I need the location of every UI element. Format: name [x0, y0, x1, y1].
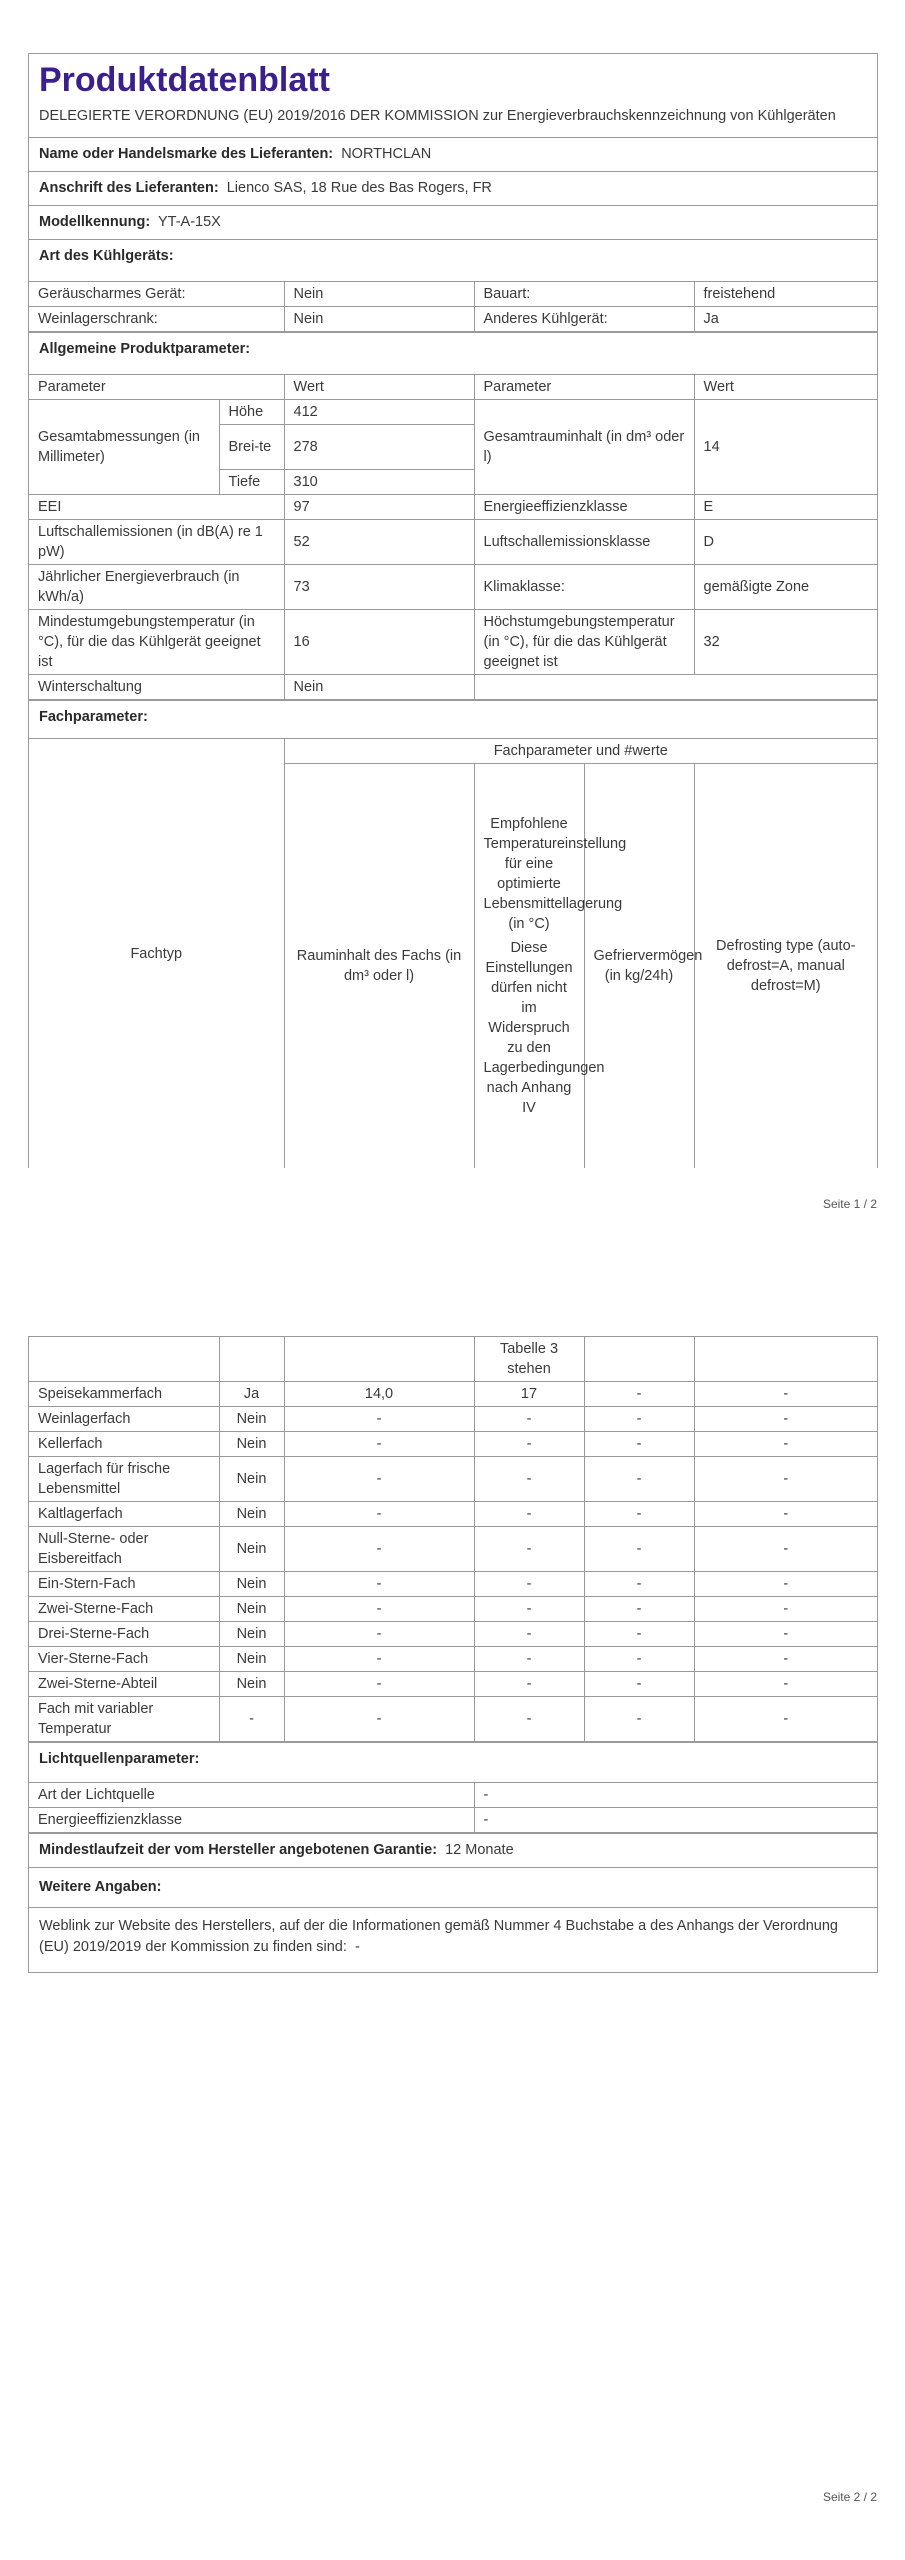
empty-cell: [584, 1337, 694, 1382]
noise-class-value: D: [694, 520, 877, 565]
compartment-present: Nein: [219, 1622, 284, 1647]
compartment-freeze: -: [584, 1672, 694, 1697]
min-temp-value: 16: [284, 610, 474, 675]
table-header-row: [29, 739, 877, 764]
compartment-defrost: -: [694, 1527, 877, 1572]
address-label: Anschrift des Lieferanten:: [39, 180, 219, 196]
light-table: [29, 1782, 877, 1833]
table-row: [29, 307, 877, 332]
table-row: [29, 400, 877, 425]
group-header: Fachparameter und #werte: [284, 739, 877, 764]
model-value: YT-A-15X: [157, 214, 221, 230]
climate-value: gemäßigte Zone: [694, 565, 877, 610]
compartment-temp: -: [474, 1697, 584, 1742]
compartment-volume: -: [284, 1697, 474, 1742]
compartments-table: [29, 1336, 877, 1742]
compartment-defrost: -: [694, 1697, 877, 1742]
compartment-freeze: -: [584, 1432, 694, 1457]
light-heading: Lichtquellenparameter:: [29, 1742, 877, 1782]
table-row: [29, 610, 877, 675]
compartment-defrost: -: [694, 1457, 877, 1502]
compartment-temp: -: [474, 1407, 584, 1432]
compartment-name: Fach mit variabler Temperatur: [29, 1697, 219, 1742]
compartment-freeze: -: [584, 1572, 694, 1597]
appliance-type-table: [29, 281, 877, 332]
compartment-defrost: -: [694, 1572, 877, 1597]
col-header-type: Fachtyp: [29, 739, 284, 1169]
col-header-param: Parameter: [29, 375, 284, 400]
depth-label: Tiefe: [219, 470, 284, 495]
cell-label: Bauart:: [474, 282, 694, 307]
col-header-value: Wert: [284, 375, 474, 400]
table-row: [29, 1502, 877, 1527]
compartment-volume: -: [284, 1457, 474, 1502]
compartment-present: -: [219, 1697, 284, 1742]
compartment-defrost: -: [694, 1407, 877, 1432]
compartment-volume: -: [284, 1622, 474, 1647]
supplier-label: Name oder Handelsmarke des Lieferanten:: [39, 146, 334, 162]
col-header-temp-c: Tabelle 3 stehen: [474, 1337, 584, 1382]
compartments-header-table: [29, 738, 877, 1168]
table-row: [29, 1622, 877, 1647]
table-row: [29, 520, 877, 565]
compartment-volume: -: [284, 1597, 474, 1622]
noise-value: 52: [284, 520, 474, 565]
table-row: [29, 1597, 877, 1622]
compartment-name: Kellerfach: [29, 1432, 219, 1457]
climate-label: Klimaklasse:: [474, 565, 694, 610]
max-temp-label: Höchstumgebungstemperatur (in °C), für die das Kühlgerät geeignet ist: [474, 610, 694, 675]
address-value: Lienco SAS, 18 Rue des Bas Rogers, FR: [226, 180, 492, 196]
compartment-temp: -: [474, 1672, 584, 1697]
max-temp-value: 32: [694, 610, 877, 675]
compartment-defrost: -: [694, 1432, 877, 1457]
compartment-temp: -: [474, 1597, 584, 1622]
table-row: [29, 1647, 877, 1672]
table-row: [29, 1697, 877, 1742]
winter-label: Winterschaltung: [29, 675, 284, 700]
general-params-heading: Allgemeine Produktparameter:: [29, 332, 877, 374]
compartment-temp: -: [474, 1527, 584, 1572]
model-label: Modellkennung:: [39, 214, 151, 230]
general-params-table: [29, 374, 877, 700]
cell-label: Geräuscharmes Gerät:: [29, 282, 284, 307]
compartment-volume: 14,0: [284, 1382, 474, 1407]
warranty-row: [29, 1833, 877, 1867]
compartment-volume: -: [284, 1527, 474, 1572]
col-header-freeze: Gefriervermögen (in kg/24h): [584, 764, 694, 1169]
compartment-name: Ein-Stern-Fach: [29, 1572, 219, 1597]
page-2: [0, 1280, 905, 2560]
energy-value: 73: [284, 565, 474, 610]
light-type-value: -: [474, 1783, 877, 1808]
compartment-freeze: -: [584, 1382, 694, 1407]
compartment-freeze: -: [584, 1502, 694, 1527]
eclass-value: E: [694, 495, 877, 520]
compartment-name: Weinlagerfach: [29, 1407, 219, 1432]
further-row: [29, 1907, 877, 1972]
compartment-temp: -: [474, 1572, 584, 1597]
dims-label: Gesamtabmessungen (in Millimeter): [29, 400, 219, 495]
compartment-volume: -: [284, 1672, 474, 1697]
compartment-name: Lagerfach für frische Lebensmittel: [29, 1457, 219, 1502]
col-header-temp: [474, 764, 627, 1169]
compartment-present: Nein: [219, 1527, 284, 1572]
width-label: Brei-te: [219, 425, 284, 470]
compartment-freeze: -: [584, 1697, 694, 1742]
further-value: -: [354, 1939, 360, 1955]
compartment-name: Zwei-Sterne-Fach: [29, 1597, 219, 1622]
cell-value: freistehend: [694, 282, 877, 307]
table-row: [29, 1572, 877, 1597]
compartment-freeze: -: [584, 1647, 694, 1672]
compartment-present: Nein: [219, 1597, 284, 1622]
compartment-present: Nein: [219, 1432, 284, 1457]
min-temp-label: Mindestumgebungstemperatur (in °C), für die das Kühlgerät geeignet ist: [29, 610, 284, 675]
height-value: 412: [284, 400, 474, 425]
compartment-defrost: -: [694, 1622, 877, 1647]
table-row: [29, 565, 877, 610]
regulation-text: DELEGIERTE VERORDNUNG (EU) 2019/2016 DER KOMMISSION zur Energieverbrauchskennzeichnung von Kühlgeräten: [39, 108, 836, 124]
col-header-temp-b: Diese Einstellungen dürfen nicht im Widerspruch zu den Lagerbedingungen nach Anhang IV: [483, 940, 605, 1116]
energy-label: Jährlicher Energieverbrauch (in kWh/a): [29, 565, 284, 610]
compartment-defrost: -: [694, 1502, 877, 1527]
compartment-defrost: -: [694, 1382, 877, 1407]
light-class-value: -: [474, 1808, 877, 1833]
volume-label: Gesamtrauminhalt (in dm³ oder l): [474, 400, 694, 495]
table-row: [29, 1432, 877, 1457]
compartment-name: Null-Sterne- oder Eisbereitfach: [29, 1527, 219, 1572]
height-label: Höhe: [219, 400, 284, 425]
empty-cell: [29, 1337, 219, 1382]
width-value: 278: [284, 425, 474, 470]
table-header-row-continued: [29, 1337, 877, 1382]
compartment-temp: -: [474, 1502, 584, 1527]
col-header-value: Wert: [694, 375, 877, 400]
cell-label: Anderes Kühlgerät:: [474, 307, 694, 332]
compartment-volume: -: [284, 1432, 474, 1457]
table-row: [29, 495, 877, 520]
compartment-name: Drei-Sterne-Fach: [29, 1622, 219, 1647]
table-row: [29, 1808, 877, 1833]
compartment-temp: -: [474, 1432, 584, 1457]
compartment-volume: -: [284, 1647, 474, 1672]
supplier-row: [29, 137, 877, 171]
compartment-freeze: -: [584, 1622, 694, 1647]
compartment-name: Speisekammerfach: [29, 1382, 219, 1407]
eei-label: EEI: [29, 495, 284, 520]
compartment-defrost: -: [694, 1672, 877, 1697]
compartments-heading: Fachparameter:: [29, 700, 877, 738]
compartment-present: Ja: [219, 1382, 284, 1407]
empty-cell: [284, 1337, 474, 1382]
table-header-row: [29, 375, 877, 400]
cell-value: Ja: [694, 307, 877, 332]
cell-value: Nein: [284, 307, 474, 332]
table-row: [29, 1457, 877, 1502]
table-row: [29, 1527, 877, 1572]
address-row: [29, 171, 877, 205]
supplier-value: NORTHCLAN: [341, 146, 432, 162]
light-class-label: Energieeffizienzklasse: [29, 1808, 474, 1833]
table-row: [29, 1382, 877, 1407]
table-row: [29, 1783, 877, 1808]
compartment-volume: -: [284, 1502, 474, 1527]
compartment-freeze: -: [584, 1457, 694, 1502]
light-type-label: Art der Lichtquelle: [29, 1783, 474, 1808]
cell-label: Weinlagerschrank:: [29, 307, 284, 332]
further-text: Weblink zur Website des Herstellers, auf der die Informationen gemäß Nummer 4 Buchstabe a des Anhangs der Verordnung (EU) 2019/2019 der Kommission zu finden sind:: [39, 1918, 839, 1955]
compartment-freeze: -: [584, 1407, 694, 1432]
page-number: Seite 2 / 2: [822, 2490, 877, 2504]
table-row: [29, 1672, 877, 1697]
datasheet-frame-continued: [28, 1336, 878, 1973]
depth-value: 310: [284, 470, 474, 495]
compartment-defrost: -: [694, 1647, 877, 1672]
compartment-volume: -: [284, 1407, 474, 1432]
compartment-present: Nein: [219, 1572, 284, 1597]
noise-class-label: Luftschallemissionsklasse: [474, 520, 694, 565]
table-row: [29, 282, 877, 307]
compartment-temp: -: [474, 1647, 584, 1672]
table-row: [29, 675, 877, 700]
col-header-temp-a: Empfohlene Temperatureinstellung für eine optimierte Lebensmittellagerung (in °C): [483, 816, 627, 932]
compartment-present: Nein: [219, 1502, 284, 1527]
col-header-defrost: Defrosting type (auto-defrost=A, manual defrost=M): [694, 764, 877, 1169]
col-header-volume: Rauminhalt des Fachs (in dm³ oder l): [284, 764, 474, 1169]
empty-cell: [474, 675, 877, 700]
noise-label: Luftschallemissionen (in dB(A) re 1 pW): [29, 520, 284, 565]
col-header-param: Parameter: [474, 375, 694, 400]
compartment-name: Vier-Sterne-Fach: [29, 1647, 219, 1672]
compartment-name: Zwei-Sterne-Abteil: [29, 1672, 219, 1697]
warranty-value: 12 Monate: [445, 1842, 514, 1858]
compartment-volume: -: [284, 1572, 474, 1597]
further-heading: Weitere Angaben:: [29, 1867, 877, 1907]
compartment-defrost: -: [694, 1597, 877, 1622]
compartment-name: Kaltlagerfach: [29, 1502, 219, 1527]
model-row: [29, 205, 877, 239]
eclass-label: Energieeffizienzklasse: [474, 495, 694, 520]
empty-cell: [219, 1337, 284, 1382]
eei-value: 97: [284, 495, 474, 520]
warranty-label: Mindestlaufzeit der vom Hersteller angebotenen Garantie:: [39, 1842, 438, 1858]
compartment-temp: -: [474, 1457, 584, 1502]
compartment-freeze: -: [584, 1597, 694, 1622]
empty-cell: [694, 1337, 877, 1382]
page-number: Seite 1 / 2: [822, 1197, 877, 1211]
compartment-present: Nein: [219, 1672, 284, 1697]
winter-value: Nein: [284, 675, 474, 700]
compartment-present: Nein: [219, 1457, 284, 1502]
compartment-temp: -: [474, 1622, 584, 1647]
compartment-temp: 17: [474, 1382, 584, 1407]
compartment-present: Nein: [219, 1407, 284, 1432]
cell-value: Nein: [284, 282, 474, 307]
page-title: Produktdatenblatt: [39, 61, 330, 99]
appliance-type-heading: Art des Kühlgeräts:: [29, 239, 877, 281]
datasheet-frame: [28, 53, 878, 1168]
compartment-present: Nein: [219, 1647, 284, 1672]
compartment-freeze: -: [584, 1527, 694, 1572]
volume-value: 14: [694, 400, 877, 495]
table-row: [29, 1407, 877, 1432]
